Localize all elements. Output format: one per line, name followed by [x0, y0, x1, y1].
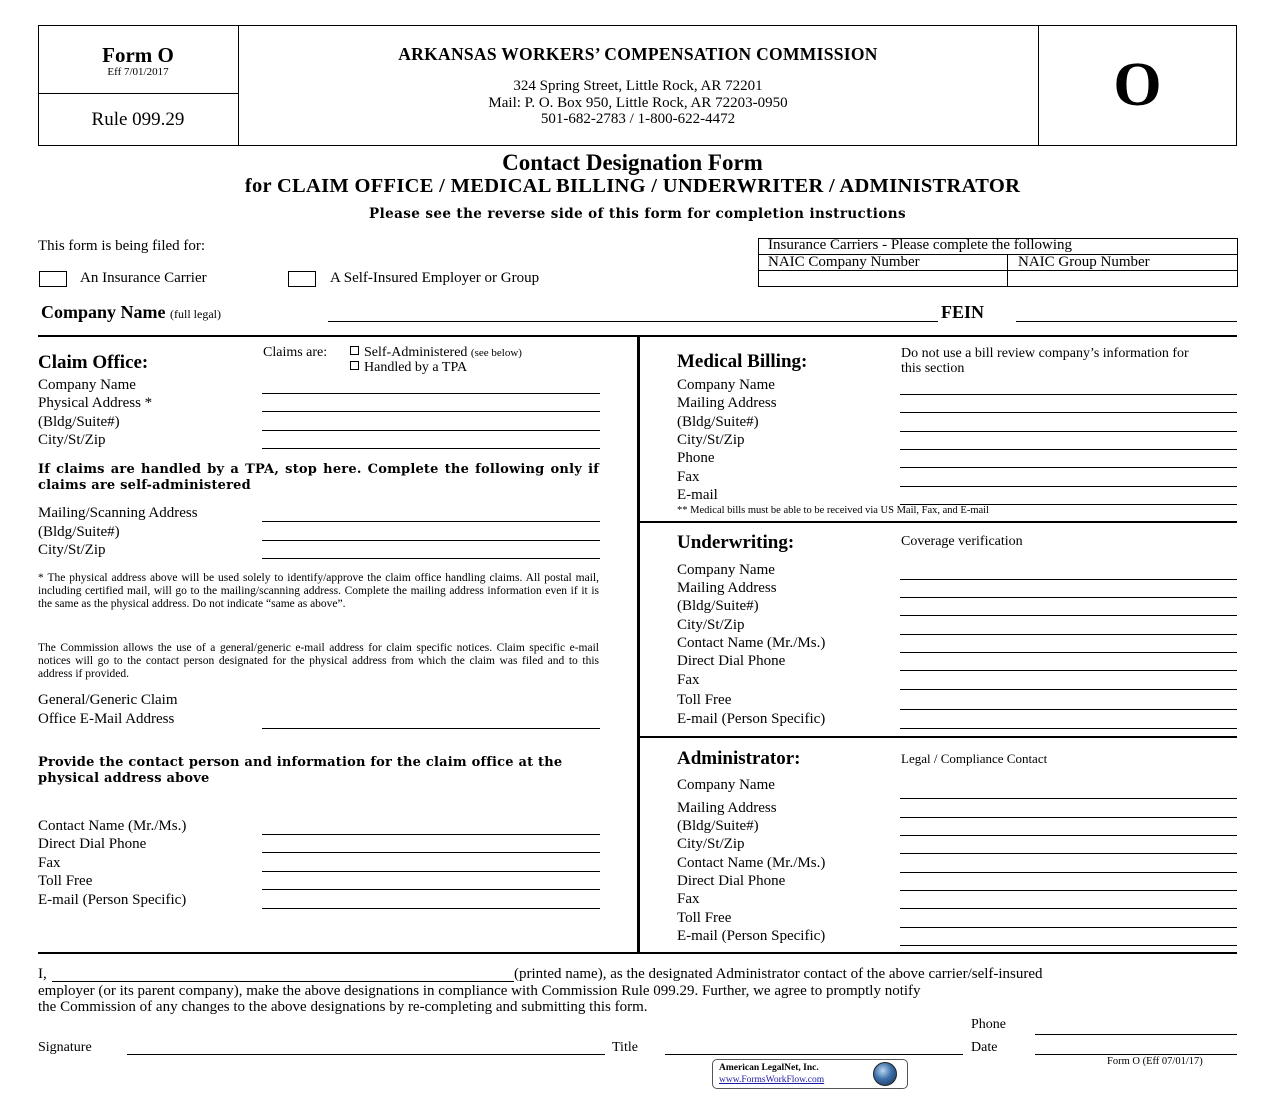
self-administered-checkbox[interactable] — [350, 346, 359, 355]
claim-toll-free-input[interactable] — [262, 889, 600, 890]
admin-fax-input[interactable] — [900, 908, 1237, 909]
medical-underwriting-divider — [640, 521, 1237, 523]
company-name-input[interactable] — [328, 321, 938, 322]
generic-email-label-2: Office E-Mail Address — [38, 711, 175, 727]
claim-direct-dial-label: Direct Dial Phone — [38, 836, 147, 852]
eff-date: Eff 7/01/2017 — [107, 66, 169, 78]
naic-company-input[interactable] — [759, 271, 1006, 286]
admin-toll-free-label: Toll Free — [677, 910, 732, 926]
uw-fax-label: Fax — [677, 672, 700, 688]
self-administered-option[interactable]: Self-Administered (see below) — [350, 345, 522, 361]
uw-contact-name-input[interactable] — [900, 652, 1237, 653]
medical-fax-label: Fax — [677, 469, 700, 485]
date-input[interactable] — [1035, 1054, 1237, 1055]
medical-company-name-input[interactable] — [900, 394, 1237, 395]
administrator-note: Legal / Compliance Contact — [901, 751, 1048, 766]
claim-physical-address-input[interactable] — [262, 411, 600, 412]
claim-company-name-input[interactable] — [262, 393, 600, 394]
mailing-address-input[interactable] — [262, 521, 600, 522]
generic-email-note: The Commission allows the use of a general/generic e-mail address for claim specific notices. Claim specific e-mail notices will go to the contact person designated for the physical address from which the claim was filed and to this address if provided. — [38, 642, 599, 680]
form-letter: O — [1113, 51, 1162, 119]
globe-icon — [873, 1062, 897, 1086]
naic-group-label: NAIC Group Number — [1018, 254, 1150, 270]
uw-company-name-label: Company Name — [677, 562, 775, 578]
medical-email-label: E-mail — [677, 487, 718, 503]
underwriting-note: Coverage verification — [901, 534, 1023, 549]
section-divider-center — [637, 337, 640, 954]
claim-fax-label: Fax — [38, 855, 61, 871]
agency-street: 324 Spring Street, Little Rock, AR 72201 — [513, 78, 763, 94]
tpa-checkbox[interactable] — [350, 361, 359, 370]
admin-email-input[interactable] — [900, 945, 1237, 946]
claim-direct-dial-input[interactable] — [262, 852, 600, 853]
admin-bldg-suite-label: (Bldg/Suite#) — [677, 818, 759, 834]
title-input[interactable] — [665, 1054, 963, 1055]
uw-email-label: E-mail (Person Specific) — [677, 711, 826, 727]
mailing-bldg-suite-input[interactable] — [262, 540, 600, 541]
uw-bldg-suite-input[interactable] — [900, 615, 1237, 616]
admin-email-label: E-mail (Person Specific) — [677, 928, 826, 944]
admin-contact-name-label: Contact Name (Mr./Ms.) — [677, 855, 826, 871]
mailing-bldg-suite-label: (Bldg/Suite#) — [38, 524, 120, 540]
printed-name-input[interactable] — [52, 981, 514, 982]
form-title: Contact Designation Form — [502, 150, 763, 175]
claim-email-input[interactable] — [262, 908, 600, 909]
uw-email-input[interactable] — [900, 728, 1237, 729]
attestation-line-3: the Commission of any changes to the above designations by re-completing and submitting this form. — [38, 999, 648, 1015]
admin-fax-label: Fax — [677, 891, 700, 907]
generic-email-input[interactable] — [262, 728, 600, 729]
admin-city-st-zip-label: City/St/Zip — [677, 836, 745, 852]
header-left-divider — [38, 93, 238, 94]
uw-bldg-suite-label: (Bldg/Suite#) — [677, 598, 759, 614]
claim-office-heading: Claim Office: — [38, 352, 149, 373]
claim-company-name-label: Company Name — [38, 377, 136, 393]
uw-city-st-zip-input[interactable] — [900, 634, 1237, 635]
agency-mail: Mail: P. O. Box 950, Little Rock, AR 72203-0950 — [488, 95, 788, 111]
logo-url[interactable]: www.FormsWorkFlow.com — [719, 1075, 825, 1085]
self-insured-checkbox[interactable] — [288, 271, 316, 287]
uw-company-name-input[interactable] — [900, 579, 1237, 580]
uw-fax-input[interactable] — [900, 689, 1237, 690]
medical-bldg-suite-label: (Bldg/Suite#) — [677, 414, 759, 430]
fein-input[interactable] — [1016, 321, 1237, 322]
attestation-line-1: (printed name), as the designated Administrator contact of the above carrier/self-insured — [514, 966, 1043, 982]
phone-input[interactable] — [1035, 1034, 1237, 1035]
uw-contact-name-label: Contact Name (Mr./Ms.) — [677, 635, 826, 651]
admin-mailing-address-input[interactable] — [900, 817, 1237, 818]
uw-toll-free-label: Toll Free — [677, 692, 732, 708]
admin-company-name-input[interactable] — [900, 798, 1237, 799]
admin-toll-free-input[interactable] — [900, 927, 1237, 928]
admin-company-name-label: Company Name — [677, 777, 775, 793]
claim-toll-free-label: Toll Free — [38, 873, 93, 889]
admin-direct-dial-input[interactable] — [900, 890, 1237, 891]
underwriting-heading: Underwriting: — [677, 532, 795, 553]
attestation-line-2: employer (or its parent company), make the above designations in compliance with Commission Rule 099.29. Further, we agree to promptly notify — [38, 983, 921, 999]
instructions-note: Please see the reverse side of this form for completion instructions — [369, 206, 906, 222]
attestation-i: I, — [38, 966, 47, 982]
uw-toll-free-input[interactable] — [900, 709, 1237, 710]
signature-input[interactable] — [127, 1054, 605, 1055]
claim-physical-address-label: Physical Address * — [38, 395, 153, 411]
medical-billing-heading: Medical Billing: — [677, 351, 808, 372]
self-insured-label: A Self-Insured Employer or Group — [330, 270, 540, 286]
administrator-heading: Administrator: — [677, 748, 801, 769]
medical-phone-input[interactable] — [900, 467, 1237, 468]
uw-direct-dial-input[interactable] — [900, 670, 1237, 671]
legalnet-logo[interactable] — [712, 1059, 908, 1089]
insurance-carrier-label: An Insurance Carrier — [80, 270, 207, 286]
naic-company-label: NAIC Company Number — [768, 254, 920, 270]
title-label: Title — [612, 1040, 638, 1055]
medical-city-st-zip-input[interactable] — [900, 449, 1237, 450]
date-label: Date — [971, 1040, 998, 1055]
rule-number: Rule 099.29 — [91, 109, 185, 130]
medical-billing-note: Do not use a bill review company’s information for this section — [901, 346, 1189, 376]
claim-contact-name-label: Contact Name (Mr./Ms.) — [38, 818, 187, 834]
claim-city-st-zip-label: City/St/Zip — [38, 432, 106, 448]
medical-company-name-label: Company Name — [677, 377, 775, 393]
medical-fax-input[interactable] — [900, 486, 1237, 487]
form-subtitle: for CLAIM OFFICE / MEDICAL BILLING / UNDERWRITER / ADMINISTRATOR — [244, 175, 1021, 197]
contact-person-note: Provide the contact person and information for the claim office at the physical address above — [38, 755, 563, 786]
fein-label: FEIN — [941, 302, 985, 322]
naic-group-input[interactable] — [1008, 271, 1237, 286]
uw-mailing-address-label: Mailing Address — [677, 580, 777, 596]
section-divider-bottom — [38, 952, 1237, 954]
form-id-footer: Form O (Eff 07/01/17) — [1107, 1056, 1203, 1067]
admin-direct-dial-label: Direct Dial Phone — [677, 873, 786, 889]
insurance-carrier-checkbox[interactable] — [39, 271, 67, 287]
naic-heading: Insurance Carriers - Please complete the following — [768, 237, 1073, 253]
company-name-label: Company Name (full legal) — [41, 302, 221, 322]
tpa-option[interactable]: Handled by a TPA — [350, 360, 467, 376]
uw-direct-dial-label: Direct Dial Phone — [677, 653, 786, 669]
claim-city-st-zip-input[interactable] — [262, 448, 600, 449]
mailing-address-label: Mailing/Scanning Address — [38, 505, 198, 521]
mailing-city-st-zip-label: City/St/Zip — [38, 542, 106, 558]
claim-contact-name-input[interactable] — [262, 834, 600, 835]
physical-address-footnote: * The physical address above will be used solely to identify/approve the claim office handling claims. All postal mail, including certified mail, will go to the mailing/scanning address. Complete the mailing address information even if it is the same as the physical address. Do not indicate “same as above”. — [38, 572, 599, 610]
admin-bldg-suite-input[interactable] — [900, 835, 1237, 836]
filing-prompt: This form is being filed for: — [38, 238, 206, 254]
admin-contact-name-input[interactable] — [900, 872, 1237, 873]
claim-email-label: E-mail (Person Specific) — [38, 892, 187, 908]
tpa-stop-note: If claims are handled by a TPA, stop here. Complete the following only if claims are self-administered — [38, 462, 599, 493]
claim-bldg-suite-label: (Bldg/Suite#) — [38, 414, 120, 430]
claim-bldg-suite-input[interactable] — [262, 430, 600, 431]
signature-label: Signature — [38, 1040, 92, 1055]
logo-company-name: American LegalNet, Inc. — [719, 1063, 819, 1073]
underwriting-admin-divider — [640, 736, 1237, 738]
claims-are-label: Claims are: — [263, 345, 328, 360]
agency-name: ARKANSAS WORKERS’ COMPENSATION COMMISSION — [398, 44, 878, 64]
medical-mailing-address-input[interactable] — [900, 412, 1237, 413]
admin-mailing-address-label: Mailing Address — [677, 800, 777, 816]
generic-email-label-1: General/Generic Claim — [38, 692, 178, 708]
mailing-city-st-zip-input[interactable] — [262, 558, 600, 559]
claim-fax-input[interactable] — [262, 871, 600, 872]
uw-mailing-address-input[interactable] — [900, 597, 1237, 598]
medical-mailing-address-label: Mailing Address — [677, 395, 777, 411]
form-label: Form O — [102, 43, 174, 67]
medical-billing-footnote: ** Medical bills must be able to be received via US Mail, Fax, and E-mail — [677, 505, 990, 516]
uw-city-st-zip-label: City/St/Zip — [677, 617, 745, 633]
medical-city-st-zip-label: City/St/Zip — [677, 432, 745, 448]
phone-label: Phone — [971, 1017, 1006, 1032]
medical-bldg-suite-input[interactable] — [900, 431, 1237, 432]
agency-phones: 501-682-2783 / 1-800-622-4472 — [540, 111, 736, 127]
medical-phone-label: Phone — [677, 450, 715, 466]
admin-city-st-zip-input[interactable] — [900, 853, 1237, 854]
